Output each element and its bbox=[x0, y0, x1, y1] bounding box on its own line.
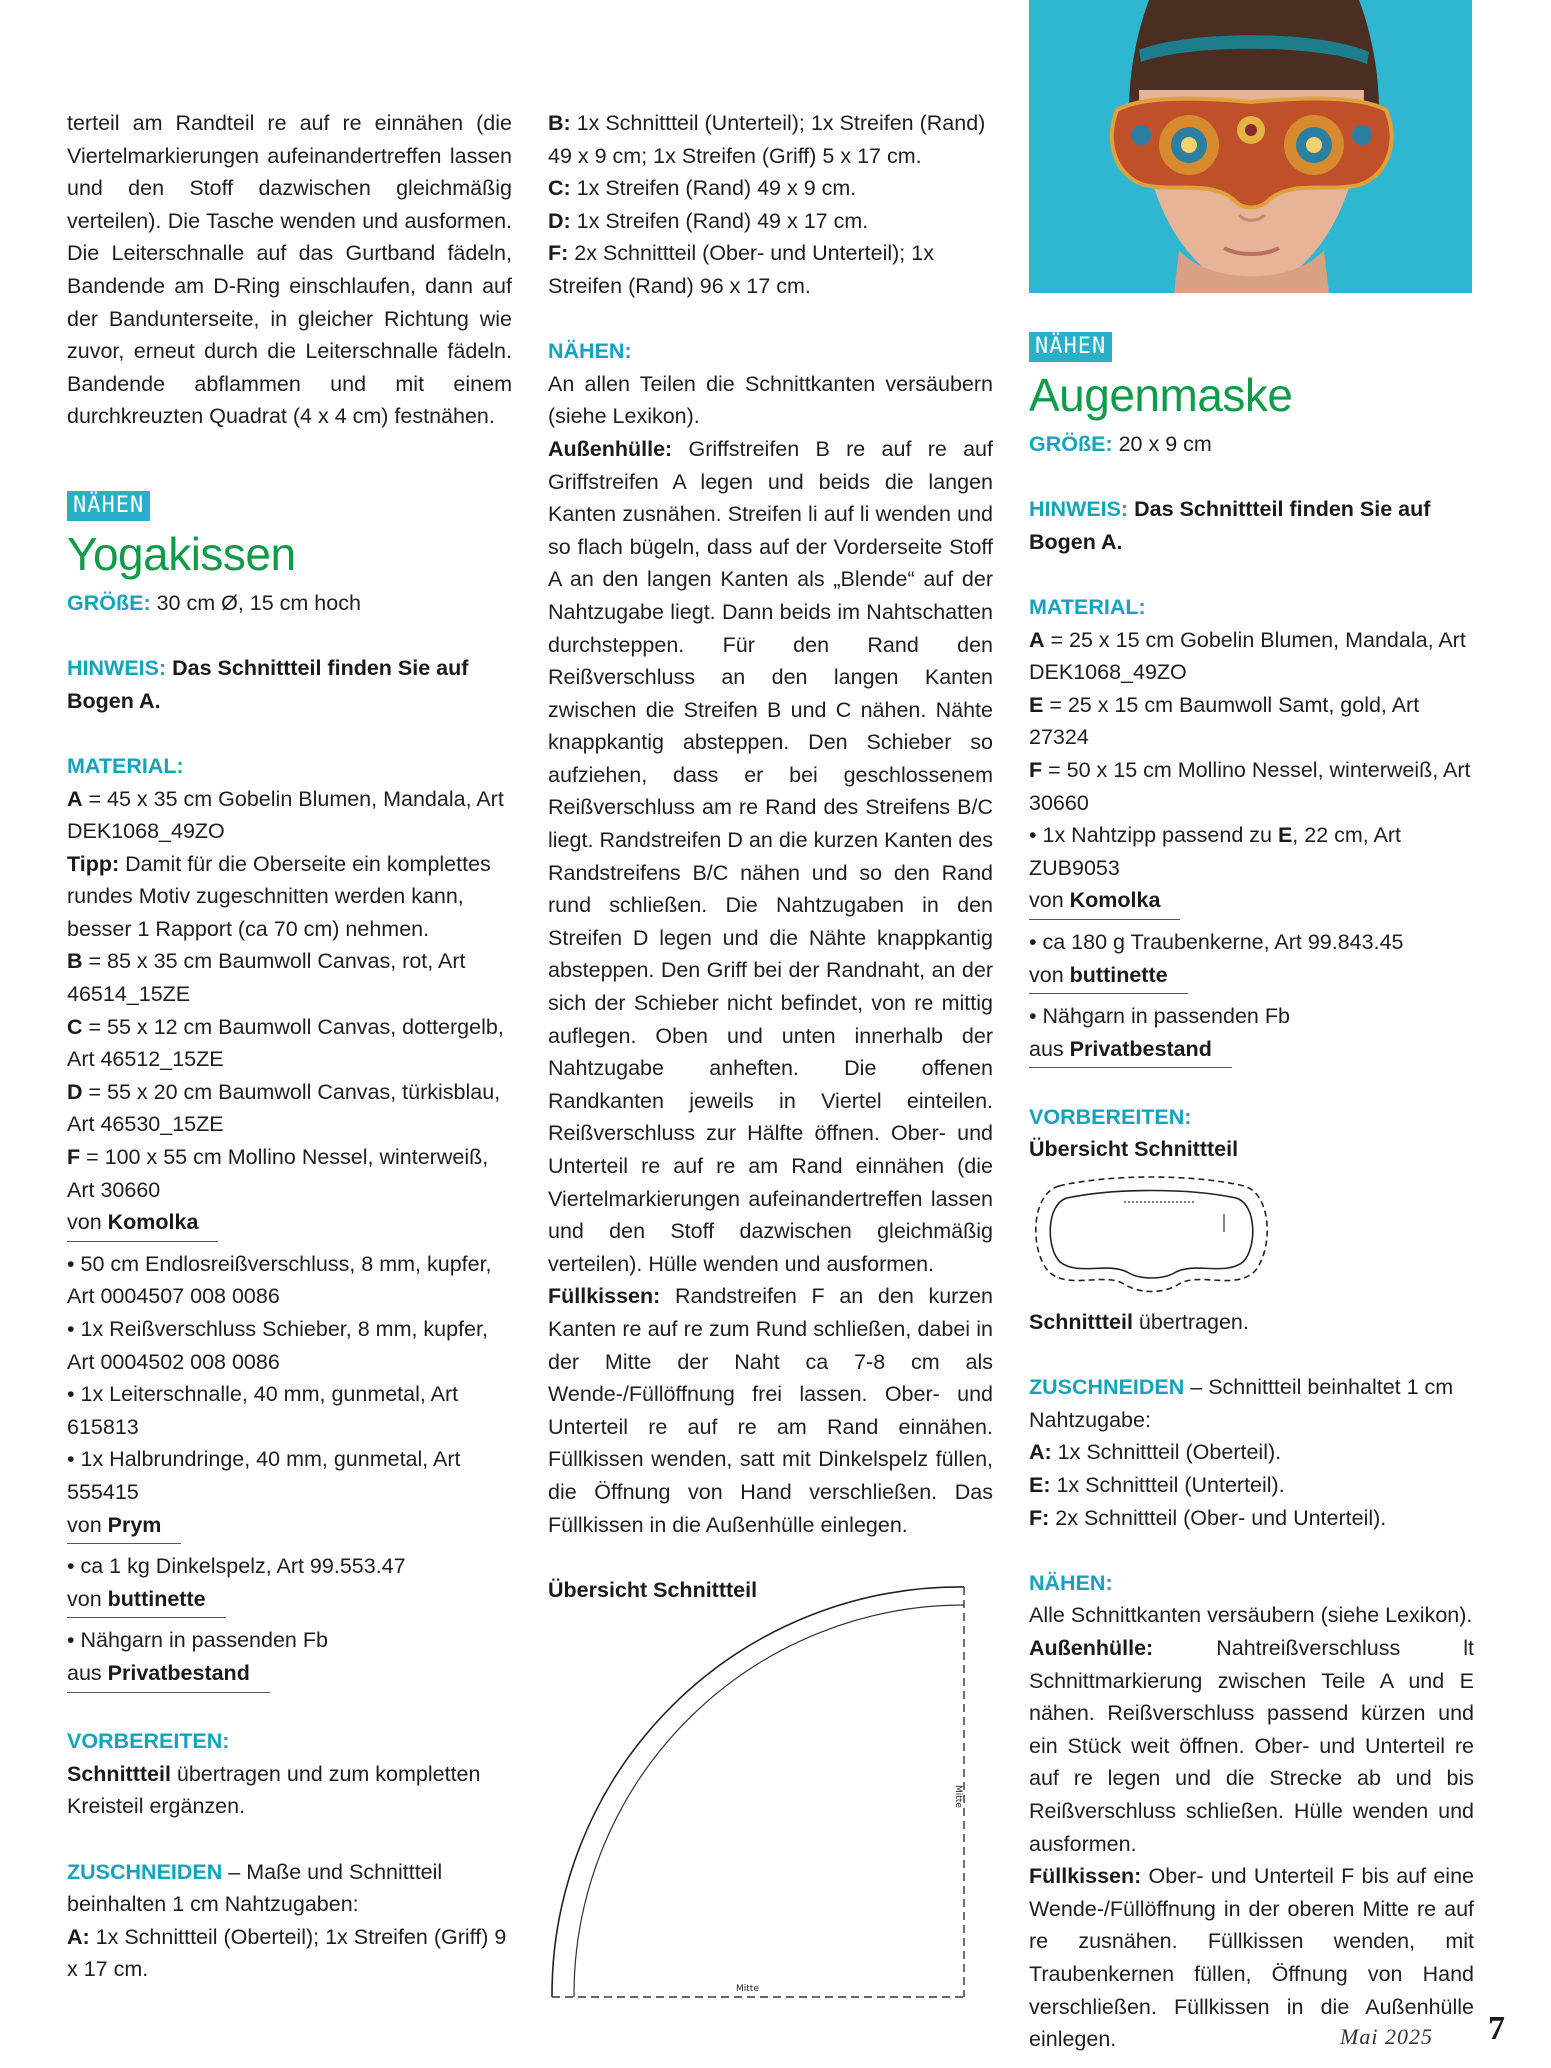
private-item-right: • Nähgarn in passenden Fb bbox=[1029, 1004, 1290, 1029]
section-tag-right: NÄHEN bbox=[1029, 332, 1112, 362]
sew-heading: NÄHEN: bbox=[548, 339, 632, 364]
prym-item-3: • 1x Leiterschnalle, 40 mm, gunmetal, Art 615813 bbox=[67, 1382, 459, 1439]
material-f-right: F = 50 x 15 cm Mollino Nessel, winterweiß, Art 30660 bbox=[1029, 757, 1471, 815]
cut-a-right: A: 1x Schnittteil (Oberteil). bbox=[1029, 1440, 1282, 1465]
source-buttinette: von buttinette bbox=[67, 1583, 226, 1619]
material-a-right: A = 25 x 15 cm Gobelin Blumen, Mandala, Art DEK1068_49ZO bbox=[1029, 627, 1466, 685]
source-private: aus Privatbestand bbox=[67, 1657, 270, 1693]
material-e-right: E = 25 x 15 cm Baumwoll Samt, gold, Art 27324 bbox=[1029, 692, 1420, 750]
mask-outer-outline bbox=[1036, 1177, 1267, 1292]
outer-shell-paragraph-right: Außenhülle: Nahtreißverschluss lt Schnittmarkierung zwischen Teile A und E nähen. Reißverschluss passend kürzen und ein Stück weit öffnen. Ober- und Unterteil re auf re legen und die Strecke ab und bis Reißverschluss schließen. Hülle wenden und ausformen. bbox=[1029, 1636, 1474, 1856]
outer-shell-paragraph: Außenhülle: Griffstreifen B re auf re auf Griffstreifen A legen und beids die langen Kanten zusnähen. Streifen li auf li wenden und so flach bügeln, dass auf der Vorderseite Stoff A an den langen Kanten als „Blende“ auf der Nahtzugabe liegt. Dann beids im Nahtschatten durchsteppen. Für den Rand den Reißverschluss an den langen Kanten zwischen die Streifen B und C nähen. Nähte knappkantig absteppen. Den Schieber so aufziehen, dass er bei geschlossenem Reißverschluss am re Rand des Streifens B/C liegt. Randstreifen D an die kurzen Kanten des Randstreifens B/C nähen und so den Rand rund schließen. Die Nahtzugaben in den Streifen D legen und die Nähte knappkantig absteppen. Den Griff bei der Randnaht, an der sich der Schieber nicht befindet, von re mittig auflegen. Oben und unten innerhalb der Nahtzugabe anheften. Die offenen Randkanten jeweils in Viertel einteilen. Reißverschluss zur Hälfte öffnen. Ober- und Unterteil re auf re am Rand einnähen (die Viertelmarkierungen aufeinandertreffen lassen und den Stoff dazwischen gleichmäßig verteilen). Hülle wenden und ausformen. bbox=[548, 436, 993, 1276]
pattern-bottom-label: Mitte bbox=[736, 1984, 759, 1994]
cut-d: D: 1x Streifen (Rand) 49 x 17 cm. bbox=[548, 208, 869, 233]
source-komolka: von Komolka bbox=[67, 1206, 218, 1242]
material-f: F = 100 x 55 cm Mollino Nessel, winterweiß, Art 30660 bbox=[67, 1145, 489, 1202]
prym-item-2: • 1x Reißverschluss Schieber, 8 mm, kupfer, Art 0004502 008 0086 bbox=[67, 1317, 488, 1374]
middle-column bbox=[548, 107, 993, 1606]
cut-f-right: F: 2x Schnittteil (Ober- und Unterteil). bbox=[1029, 1505, 1387, 1530]
cut-intro-right: ZUSCHNEIDEN – Schnittteil beinhaltet 1 cm Nahtzugabe: bbox=[1029, 1375, 1454, 1432]
material-a: A = 45 x 35 cm Gobelin Blumen, Mandala, Art DEK1068_49ZO bbox=[67, 786, 504, 844]
eye-mask-photo bbox=[1029, 0, 1472, 293]
right-column bbox=[1029, 330, 1474, 2056]
buttinette-item-right: • ca 180 g Traubenkerne, Art 99.843.45 bbox=[1029, 929, 1404, 954]
cut-b: B: 1x Schnittteil (Unterteil); 1x Streifen (Rand) 49 x 9 cm; 1x Streifen (Griff) 5 x 17 cm. bbox=[548, 111, 986, 168]
sew-intro-right: Alle Schnittkanten versäubern (siehe Lexikon). bbox=[1029, 1603, 1473, 1628]
transfer-text-right: Schnittteil übertragen. bbox=[1029, 1310, 1249, 1335]
mask-inner-outline bbox=[1050, 1191, 1253, 1279]
cut-c: C: 1x Streifen (Rand) 49 x 9 cm. bbox=[548, 176, 857, 201]
page-number: 7 bbox=[1488, 2010, 1505, 2047]
pattern-outer-arc bbox=[552, 1587, 964, 1997]
private-item: • Nähgarn in passenden Fb bbox=[67, 1628, 328, 1653]
pattern-fold-label: Mitte bbox=[953, 1785, 963, 1808]
cut-intro: ZUSCHNEIDEN – Maße und Schnittteil beinhalten 1 cm Nahtzugaben: bbox=[67, 1859, 443, 1917]
material-tip: Tipp: Damit für die Oberseite ein komplettes rundes Motiv zugeschnitten werden kann, besser 1 Rapport (ca 70 cm) nehmen. bbox=[67, 851, 491, 941]
cut-e-right: E: 1x Schnittteil (Unterteil). bbox=[1029, 1473, 1285, 1498]
filling-paragraph: Füllkissen: Randstreifen F an den kurzen Kanten re auf re zum Rund schließen, dabei in der Mitte der Naht ca 7-8 cm als Wende-/Füllöffnung frei lassen. Ober- und Unterteil re auf re am Rand einnähen. Füllkissen wenden, satt mit Dinkelspelz füllen, die Öffnung von Hand verschließen. Das Füllkissen in die Außenhülle einlegen. bbox=[548, 1284, 993, 1537]
pattern-inner-arc bbox=[574, 1605, 964, 1997]
footer-month: Mai 2025 bbox=[1340, 2024, 1433, 2049]
material-zip-right: • 1x Nahtzipp passend zu E, 22 cm, Art ZUB9053 bbox=[1029, 823, 1402, 880]
material-c: C = 55 x 12 cm Baumwoll Canvas, dottergelb, Art 46512_15ZE bbox=[67, 1014, 504, 1072]
section-tag: NÄHEN bbox=[67, 491, 150, 521]
model-illustration bbox=[1029, 0, 1472, 293]
overview-title: Übersicht Schnittteil bbox=[548, 1577, 758, 1602]
material-heading: MATERIAL: bbox=[67, 753, 184, 778]
prep-heading: VORBEREITEN: bbox=[67, 1729, 230, 1754]
source-buttinette-right: von buttinette bbox=[1029, 959, 1188, 995]
size-line: GRÖßE: 30 cm Ø, 15 cm hoch bbox=[67, 590, 361, 615]
material-heading-right: MATERIAL: bbox=[1029, 594, 1146, 619]
sew-heading-right: NÄHEN: bbox=[1029, 1570, 1113, 1595]
section-title-right: Augenmaske bbox=[1029, 369, 1293, 421]
buttinette-item: • ca 1 kg Dinkelspelz, Art 99.553.47 bbox=[67, 1554, 406, 1579]
eye-mask-pattern bbox=[1029, 1172, 1274, 1302]
prym-item-4: • 1x Halbrundringe, 40 mm, gunmetal, Art 555415 bbox=[67, 1447, 461, 1504]
quarter-circle-pattern bbox=[548, 1585, 968, 2005]
sew-intro: An allen Teilen die Schnittkanten versäubern (siehe Lexikon). bbox=[548, 371, 993, 429]
intro-paragraph: terteil am Randteil re auf re einnähen (die Viertelmarkierungen aufeinandertreffen lassen und den Stoff dazwischen gleichmäßig verteilen). Die Tasche wenden und ausformen. Die Leiterschnalle auf das Gurtband fädeln, Bandende am D-Ring einschlaufen, dann auf der Bandunterseite, in gleicher Richtung wie zuvor, erneut durch die Leiterschnalle fädeln. Bandende abflammen und mit einem durchkreuzten Quadrat (4 x 4 cm) festnähen. bbox=[67, 111, 512, 429]
prym-item-1: • 50 cm Endlosreißverschluss, 8 mm, kupfer, Art 0004507 008 0086 bbox=[67, 1251, 492, 1309]
cut-f: F: 2x Schnittteil (Ober- und Unterteil); 1x Streifen (Rand) 96 x 17 cm. bbox=[548, 241, 934, 298]
hint-line: HINWEIS: Das Schnittteil finden Sie auf Bogen A. bbox=[67, 656, 469, 713]
material-b: B = 85 x 35 cm Baumwoll Canvas, rot, Art 46514_15ZE bbox=[67, 949, 466, 1007]
source-prym: von Prym bbox=[67, 1509, 181, 1545]
material-d: D = 55 x 20 cm Baumwoll Canvas, türkisblau, Art 46530_15ZE bbox=[67, 1079, 501, 1137]
filling-paragraph-right: Füllkissen: Ober- und Unterteil F bis auf eine Wende-/Füllöffnung in der oberen Mitte re auf re zusnähen. Füllkissen wenden, mit Traubenkernen füllen, Öffnung von Hand verschließen. Füllkissen in die Außenhülle einlegen. bbox=[1029, 1864, 1474, 2052]
prep-heading-right: VORBEREITEN: bbox=[1029, 1104, 1192, 1129]
hint-line-right: HINWEIS: Das Schnittteil finden Sie auf Bogen A. bbox=[1029, 497, 1431, 554]
source-komolka-right: von Komolka bbox=[1029, 884, 1180, 920]
section-title: Yogakissen bbox=[67, 527, 296, 580]
prep-text: Schnittteil übertragen und zum kompletten Kreisteil ergänzen. bbox=[67, 1761, 481, 1819]
size-line-right: GRÖßE: 20 x 9 cm bbox=[1029, 432, 1212, 456]
overview-title-right: Übersicht Schnittteil bbox=[1029, 1137, 1239, 1162]
cut-a: A: 1x Schnittteil (Oberteil); 1x Streifen (Griff) 9 x 17 cm. bbox=[67, 1924, 507, 1982]
source-private-right: aus Privatbestand bbox=[1029, 1033, 1232, 1069]
left-column bbox=[67, 107, 512, 1986]
